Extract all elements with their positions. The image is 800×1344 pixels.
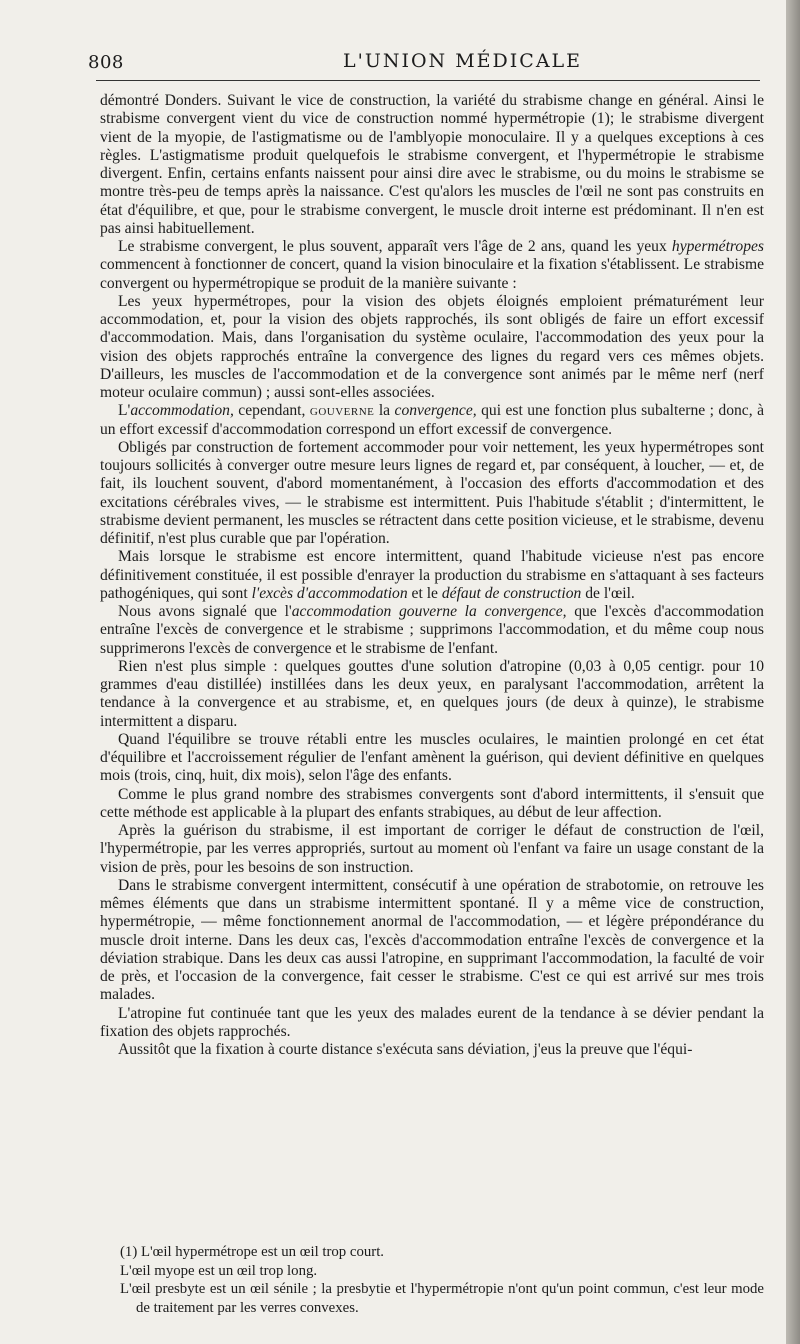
small-caps-run: gouverne: [309, 402, 375, 420]
paragraph: Dans le strabisme convergent intermittent, consécutif à une opération de strabotomie, on retrouve les mêmes éléments que dans un strabisme intermittent spontané. Il y a même vice de construction, hypermétropie, — même fonctionnement anormal de l'accommodation, — et légère prépondérance du muscle droit interne. Dans les deux cas, l'excès d'accommodation entraîne l'excès de convergence et la déviation strabique. Dans les deux cas aussi l'atropine, en supprimant l'accommodation, la faculté de voir de près, et l'occasion de la convergence, fait cesser le strabisme. C'est ce qui est arrivé sur mes trois malades.: [100, 876, 764, 1004]
page-edge-shadow: [786, 0, 800, 1344]
text-run: Mais lorsque le strabisme est encore intermittent, quand l'habitude vicieuse n'est pas encore définitivement constituée, il est possible d'enrayer la production du strabisme en s'attaquant à ses facteurs pathogéniques, qui sont: [100, 548, 764, 602]
paragraph: [100, 548, 764, 603]
header-rule: [96, 80, 760, 81]
paragraph: [100, 603, 764, 658]
paragraph: Après la guérison du strabisme, il est important de corriger le défaut de construction de l'œil, l'hypermétropie, par les verres appropriés, surtout au moment où l'enfant va faire un usage constant de la vision de près, pour les besoins de son instruction.: [100, 822, 764, 876]
italic-run: accommodation,: [130, 402, 234, 420]
italic-run: hypermétropes: [671, 238, 764, 255]
text-run: la: [374, 402, 395, 420]
footnotes: [120, 1243, 764, 1317]
paragraph: démontré Donders. Suivant le vice de construction, la variété du strabisme change en général. Ainsi le strabisme convergent vient du vice de construction nommé hypermétropie (1); le strabisme divergent vient de la myopie, de l'astigmatisme ou de l'amblyopie monoculaire. Il y a quelques exceptions à ces règles. L'astigmatisme produit quelquefois le strabisme convergent, et l'hypermétropie le strabisme divergent. Enfin, certains enfants naissent pour ainsi dire avec le strabisme, ou du moins le strabisme se montre très-peu de temps après la naissance. C'est qu'alors les muscles de l'œil ne sont pas construits en état d'équilibre, et que, pour le strabisme convergent, le muscle droit interne est prédominant. Il n'en est pas ainsi habituellement.: [100, 92, 764, 237]
paragraph: Comme le plus grand nombre des strabismes convergents sont d'abord intermittents, il s'ensuit que cette méthode est applicable à la plupart des enfants strabiques, au début de leur affection.: [100, 785, 764, 821]
paragraph: Rien n'est plus simple : quelques gouttes d'une solution d'atropine (0,03 à 0,05 centigr. pour 10 grammes d'eau distillée) instillées dans les deux yeux, en paralysant l'accommodation, arrêtent la tendance à la convergence et au strabisme, et, en quelques jours (de deux à quinze), le strabisme intermittent a disparu.: [100, 657, 764, 730]
italic-run: l'excès d'accommodation: [251, 584, 408, 602]
page-number: 808: [88, 52, 124, 73]
paragraph: Les yeux hypermétropes, pour la vision des objets éloignés emploient prématurément leur accommodation, et, pour la vision des objets rapprochés, ils sont obligés de faire un effort excessif d'accommodation. Mais, dans l'organisation du système oculaire, l'accommodation des yeux pour la vision des objets rapprochés entraîne la convergence des lignes du regard vers ces mêmes objets. D'ailleurs, les muscles de l'accommodation et de la convergence sont animés par le même nerf (nerf moteur oculaire commun) ; aussi sont-elles associées.: [100, 292, 764, 401]
article-body: [100, 92, 764, 1059]
footnote-2: L'œil myope est un œil trop long.: [120, 1262, 318, 1279]
paragraph: [100, 238, 764, 293]
running-title: L'UNION MÉDICALE: [343, 50, 583, 72]
footnote-3: L'œil presbyte est un œil sénile ; la presbytie et l'hypermétropie n'ont qu'un point commun, c'est leur mode de traitement par les verres convexes.: [120, 1281, 764, 1316]
paragraph: Obligés par construction de fortement accommoder pour voir nettement, les yeux hypermétropes sont toujours sollicités à converger outre mesure leurs lignes de regard et, par conséquent, à loucher, — et, de fait, ils louchent souvent, d'abord momentanément, à l'occasion des efforts d'accommodation et des excitations cérébrales vives, — le strabisme est intermittent. Puis l'habitude s'établit ; d'intermittent, le strabisme devient permanent, les muscles se rétractent dans cette position vicieuse, et le strabisme, devenu définitif, n'est plus curable que par l'opération.: [100, 438, 764, 547]
italic-run: défaut de construction: [441, 584, 582, 602]
text-run: de l'œil.: [581, 584, 635, 602]
text-run: cependant,: [233, 402, 310, 420]
text-run: qui est une fonction plus subalterne ; donc, à un effort excessif d'accommodation correspond un effort excessif de convergence.: [100, 402, 764, 438]
page-header: [88, 46, 760, 76]
footnote-1: (1) L'œil hypermétrope est un œil trop court.: [120, 1244, 385, 1260]
text-run: Le strabisme convergent, le plus souvent, apparaît vers l'âge de 2 ans, quand les yeux: [118, 238, 672, 255]
paragraph: Quand l'équilibre se trouve rétabli entre les muscles oculaires, le maintien prolongé en cet état d'équilibre et l'accroissement régulier de l'enfant amènent la guérison, qui devient définitive en quelques mois (trois, cinq, huit, dix mois), selon l'âge des enfants.: [100, 730, 764, 785]
text-run: L': [118, 402, 131, 420]
text-run: et le: [407, 584, 442, 602]
paragraph: Aussitôt que la fixation à courte distance s'exécuta sans déviation, j'eus la preuve que l'équi-: [118, 1041, 693, 1058]
text-run: commencent à fonctionner de concert, quand la vision binoculaire et la fixation s'établissent. Le strabisme convergent ou hypermétropique se produit de la manière suivante :: [100, 256, 764, 292]
italic-run: convergence,: [394, 402, 477, 420]
text-run: Nous avons signalé que l': [118, 603, 292, 620]
italic-run: accommodation gouverne la convergence,: [291, 603, 567, 620]
text-run: que l'excès d'accommodation entraîne l'excès de convergence et le strabisme ; supprimons l'accommodation, et du même coup nous supprimerons l'excès de convergence et le strabisme de l'enfant.: [100, 603, 764, 657]
paragraph: L'atropine fut continuée tant que les yeux des malades eurent de la tendance à se dévier pendant la fixation des objets rapprochés.: [100, 1004, 764, 1040]
paragraph: [100, 402, 764, 439]
